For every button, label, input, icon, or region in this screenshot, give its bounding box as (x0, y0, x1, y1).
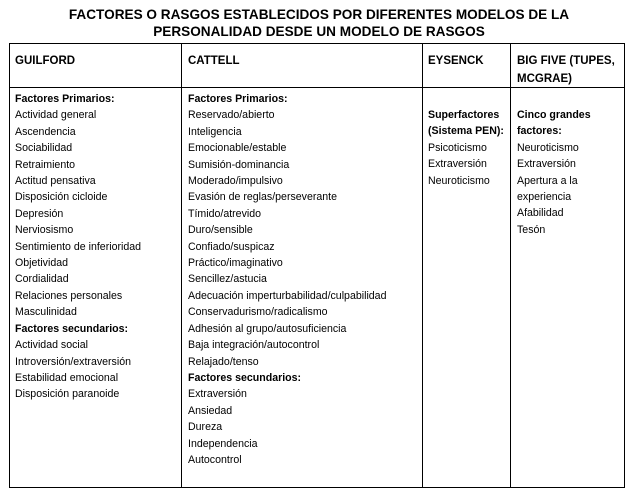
list-item: Ansiedad (188, 404, 233, 417)
list-item: Sumisión-dominancia (188, 158, 290, 171)
list-item: Depresión (15, 207, 64, 220)
list-item: Duro/sensible (188, 224, 253, 237)
list-item: Adecuación imperturbabilidad/culpabilidad (188, 289, 387, 302)
list-item: Masculinidad (15, 306, 77, 319)
list-item: Factores secundarios: (15, 322, 129, 335)
list-item: Actitud pensativa (15, 175, 96, 188)
list-item: factores: (517, 125, 562, 138)
title-line-1: FACTORES O RASGOS ESTABLECIDOS POR DIFERENTES MODELOS DE LA (68, 7, 570, 22)
list-item: Inteligencia (188, 125, 242, 138)
cattell-column (188, 91, 386, 468)
list-item: Objetividad (15, 257, 68, 270)
list-item: Factores Primarios: (15, 93, 115, 105)
list-item: Estabilidad emocional (15, 371, 119, 384)
list-item: Cordialidad (15, 273, 69, 286)
header-cattell: CATTELL (188, 55, 240, 67)
list-item: Afabilidad (517, 207, 564, 220)
title-line-2: PERSONALIDAD DESDE UN MODELO DE RASGOS (153, 24, 485, 39)
list-item: Relajado/tenso (188, 355, 259, 368)
list-item: Cinco grandes (517, 109, 591, 121)
list-item: Emocionable/estable (188, 142, 287, 155)
header-bigfive (517, 52, 615, 88)
list-item: Independencia (188, 437, 258, 450)
list-item: Adhesión al grupo/autosuficiencia (188, 322, 347, 335)
list-item: Factores Primarios: (188, 93, 288, 105)
list-item: Autocontrol (188, 453, 242, 466)
list-item: Apertura a la (517, 174, 578, 187)
list-item: (Sistema PEN): (428, 125, 504, 138)
column-divider (422, 44, 423, 487)
list-item: Reservado/abierto (188, 109, 275, 122)
list-item: Extraversión (428, 158, 487, 171)
list-item: Tesón (517, 223, 546, 236)
list-item: Actividad general (15, 109, 97, 122)
traits-table (9, 43, 625, 488)
list-item: Sociabilidad (15, 142, 73, 155)
header-bigfive-line-1: BIG FIVE (TUPES, (517, 55, 615, 67)
header-guilford: GUILFORD (15, 55, 76, 67)
list-item: Sencillez/astucia (188, 273, 267, 286)
column-divider (510, 44, 511, 487)
list-item: Extraversión (188, 388, 247, 401)
list-item: Extraversión (517, 158, 576, 171)
list-item: Disposición cicloide (15, 191, 108, 204)
list-item: Moderado/impulsivo (188, 175, 283, 188)
eysenck-column (428, 107, 504, 189)
list-item: Nerviosismo (15, 224, 74, 237)
list-item: Sentimiento de inferioridad (15, 240, 142, 253)
bigfive-column (517, 107, 591, 238)
list-item: Factores secundarios: (188, 371, 302, 384)
list-item: Disposición paranoide (15, 388, 120, 401)
list-item: Conservadurismo/radicalismo (188, 306, 328, 319)
list-item: Relaciones personales (15, 289, 123, 302)
column-divider (181, 44, 182, 487)
list-item: Retraimiento (15, 158, 76, 171)
header-eysenck: EYSENCK (428, 55, 484, 67)
list-item: Neuroticismo (428, 174, 490, 187)
list-item: Ascendencia (15, 125, 76, 138)
list-item: Actividad social (15, 339, 89, 352)
list-item: experiencia (517, 191, 572, 204)
document-title (0, 6, 638, 40)
list-item: Evasión de reglas/perseverante (188, 191, 337, 204)
list-item: Superfactores (428, 109, 500, 121)
list-item: Baja integración/autocontrol (188, 339, 320, 352)
list-item: Dureza (188, 421, 223, 434)
list-item: Neuroticismo (517, 141, 579, 154)
guilford-column (15, 91, 141, 403)
header-bigfive-line-2: MCGRAE) (517, 73, 572, 85)
list-item: Psicoticismo (428, 141, 487, 154)
list-item: Introversión/extraversión (15, 355, 131, 368)
list-item: Práctico/imaginativo (188, 257, 283, 270)
list-item: Tímido/atrevido (188, 207, 262, 220)
list-item: Confiado/suspicaz (188, 240, 275, 253)
